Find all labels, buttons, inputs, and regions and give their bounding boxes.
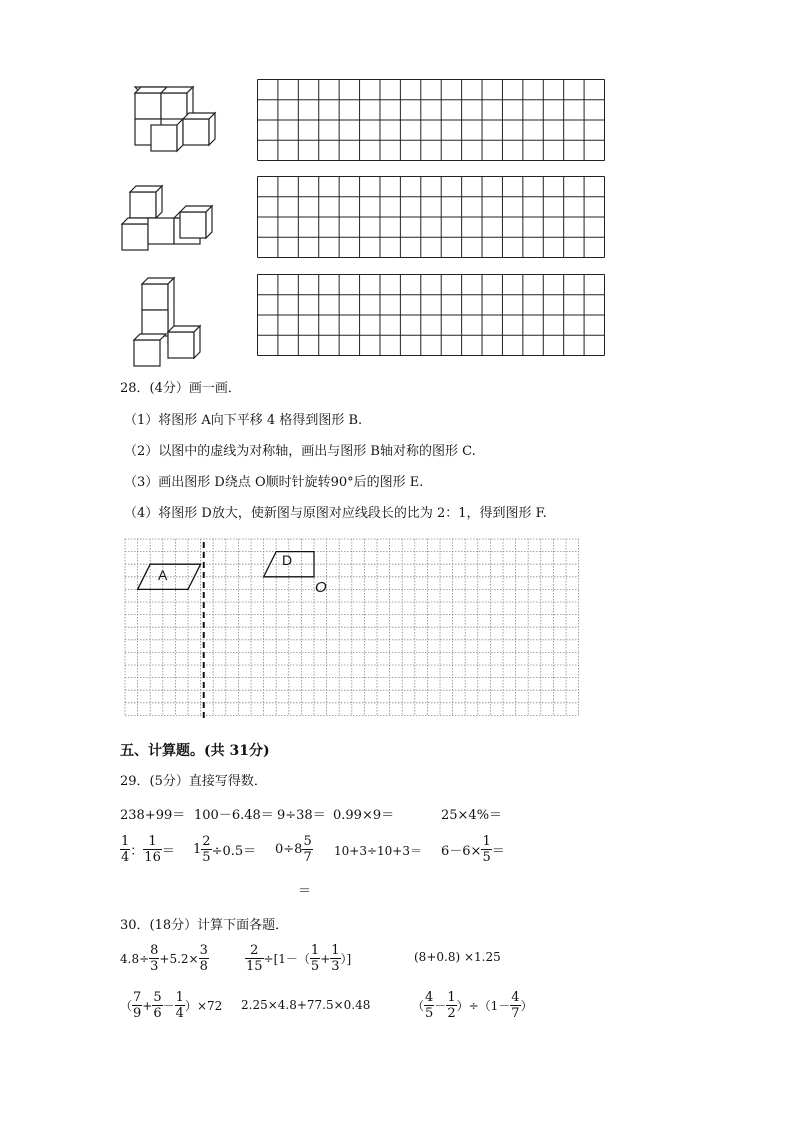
q28-title: 28．(4分）画一画．: [120, 381, 241, 396]
point-o-label: O: [315, 579, 327, 596]
q30-title: 30．(18分）计算下面各题．: [120, 918, 289, 933]
q29-r2-c3: 0÷8 $\frac{5}{7}$: [275, 834, 312, 865]
answer-grid-2[interactable]: [257, 176, 605, 258]
cube-figure-1: [125, 85, 225, 157]
q28-item-2: （2）以图中的虚线为对称轴，画出与图形 B轴对称的图形 C.: [124, 444, 476, 459]
q30-expr-1: 4.8÷ $\frac{8}{3}$ +5.2× $\frac{3}{8}$: [120, 943, 208, 974]
q29-r2-c5: 6－6× $\frac{1}{5}$ ＝: [441, 834, 505, 865]
q29-r1-c5: 25×4%＝: [441, 808, 503, 823]
answer-grid-3[interactable]: [257, 274, 605, 356]
q29-r1-c4: 0.99×9＝: [333, 808, 395, 823]
cube-figure-2: [118, 182, 226, 254]
q30-expr-2: $\frac{2}{15}$ ÷[1－（ $\frac{1}{5}$ + $\frac{1}{3}$ ）]: [246, 943, 352, 974]
shape-a-label: A: [158, 567, 168, 583]
q29-title: 29．(5分）直接写得数．: [120, 774, 267, 789]
q29-r2-c3-eq: ＝: [298, 884, 312, 899]
q30-expr-5: 2.25×4.8+77.5×0.48: [241, 998, 371, 1012]
q29-r2-c4: 10+3÷10+3＝: [334, 844, 422, 858]
q28-item-3: （3）画出图形 D绕点 O顺时针旋转90°后的图形 E.: [124, 475, 424, 490]
q29-r1-c1: 238+99＝: [120, 808, 186, 823]
q28-item-4: （4）将图形 D放大，使新图与原图对应线段长的比为 2：1，得到图形 F.: [124, 506, 547, 521]
q29-r1-c3: 9÷38＝: [277, 808, 326, 823]
q29-r1-c2: 100－6.48＝: [194, 808, 274, 823]
q30-expr-6: （ $\frac{4}{5}$ － $\frac{1}{2}$ ）÷（1－ $\frac{4}{7}$ ）: [412, 990, 533, 1021]
q30-expr-4: （ $\frac{7}{9}$ + $\frac{5}{6}$ － $\frac{1}{4}$ ）×72: [120, 990, 223, 1021]
q29-r2-c1: $\frac{1}{4}$ ： $\frac{1}{16}$ ＝: [121, 834, 175, 865]
shape-d-label: D: [282, 552, 293, 568]
q29-r2-c2: 1 $\frac{2}{5}$ ÷0.5＝: [193, 834, 257, 865]
answer-grid-1[interactable]: [257, 79, 605, 161]
drawing-grid[interactable]: [124, 538, 580, 724]
cube-figure-3: [128, 276, 208, 370]
q30-expr-3: (8+0.8) ×1.25: [414, 950, 501, 964]
q28-item-1: （1）将图形 A向下平移 4 格得到图形 B.: [124, 413, 363, 428]
section-5-title: 五、计算题。(共 31分): [120, 743, 270, 759]
